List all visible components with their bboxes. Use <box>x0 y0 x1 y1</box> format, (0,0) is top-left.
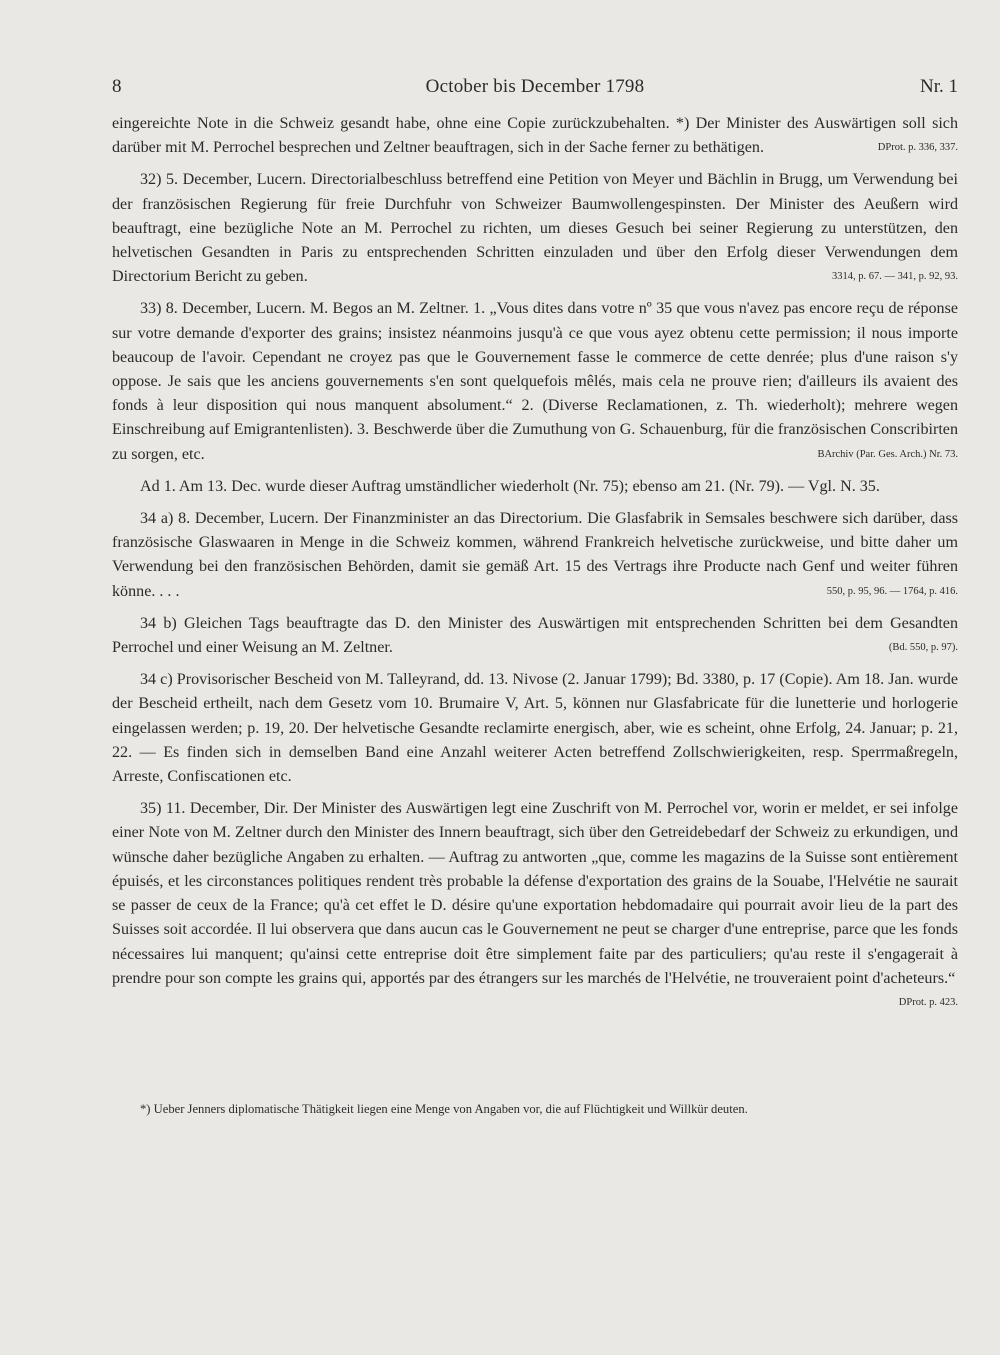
source-citation: (Bd. 550, p. 97). <box>888 642 958 654</box>
entry-paragraph <box>112 475 958 499</box>
source-citation: DProt. p. 336, 337. <box>877 142 958 154</box>
footnote: *) Ueber Jenners diplomatische Thätigkeit liegen eine Menge von Angaben vor, die auf Flüchtigkeit und Willkür deuten. <box>140 1102 748 1116</box>
source-citation: DProt. p. 423. <box>898 996 958 1008</box>
entry-paragraph <box>112 297 958 466</box>
entry-text: 32) 5. December, Lucern. Directorialbeschluss betreffend eine Petition von Meyer und Bächlin in Brugg, um Verwendung bei der französischen Regierung für freie Durchfuhr von Schweizer Baumwollengespinsten. Der Minister des Aeußern wird beauftragt, eine bezügliche Note an M. Perrochel zu richten, um dieses Gesuch bei seiner Regierung zu unterstützen, den helvetischen Gesandten in Paris zu entsprechenden Schritten einzuladen und über den Erfolg dieser Verwendungen dem Directorium Bericht zu geben. <box>112 171 958 286</box>
entry-35 <box>112 797 958 1015</box>
document-body <box>112 112 958 1023</box>
entry-paragraph <box>112 168 958 289</box>
entry-34c <box>112 668 958 789</box>
entry-33 <box>112 297 958 466</box>
entry-paragraph <box>112 612 958 660</box>
entry-text: 33) 8. December, Lucern. M. Begos an M. Zeltner. 1. „Vous dites dans votre nº 35 que vous n'avez pas encore reçu de réponse sur votre demande d'exporter des grains; insistez néanmoins jusqu'à ce que vous ayez obtenu cette permission; il nous importe beaucoup de l'avoir. Cependant ne croyez pas que le Gouvernement fasse le commerce de cette denrée; plus d'une raison s'y oppose. Je sais que les anciens gouvernements s'en sont quelquefois mêlés, mais cela ne prouve rien; d'ailleurs ils avaient des fonds à leur disposition qui nous manquent absolument.“ 2. (Diverse Reclamationen, z. Th. wiederholt); mehrere wegen Einschreibung auf Emigrantenlisten). 3. Beschwerde über die Zumuthung von G. Schauenburg, für die französischen Conscribirten zu sorgen, etc. <box>112 300 958 463</box>
issue-number: Nr. 1 <box>920 76 958 97</box>
entry-paragraph <box>112 112 958 160</box>
entry-text: Ad 1. Am 13. Dec. wurde dieser Auftrag umständlicher wiederholt (Nr. 75); ebenso am 21. (Nr. 79). — Vgl. N. 35. <box>140 477 880 495</box>
running-title: October bis December 1798 <box>425 76 645 97</box>
entry-paragraph <box>112 797 958 1008</box>
source-citation: 3314, p. 67. — 341, p. 92, 93. <box>832 271 958 283</box>
entry-continuation <box>112 112 958 160</box>
page-number: 8 <box>112 76 122 97</box>
entry-text: 35) 11. December, Dir. Der Minister des Auswärtigen legt eine Zuschrift von M. Perrochel vor, worin er meldet, er sei infolge einer Note von M. Zeltner durch den Minister des Innern beauftragt, sich über den Getreidebedarf der Schweiz zu erkundigen, und wünsche daher bezügliche Angaben zu erhalten. — Auftrag zu antworten „que, comme les magazins de la Suisse sont entièrement épuisés, et les circonstances politiques rendent très probable la défense d'exportation des grains de la Souabe, l'Helvétie ne saurait se passer de ceux de la France; qu'à cet effet le D. désire qu'une exportation hebdomadaire qui pourrait avoir lieu de la part des Suisses soit accordée. Il lui observera que dans aucun cas le Gouvernement ne peut se charger d'une entreprise, parce que les fonds nécessaires lui manquent; qu'ainsi cette entreprise doit être simplement faite par des particuliers; qu'au reste il s'engagerait à prendre pour son compte les grains qui, apportés par des étrangers sur les marchés de l'Helvétie, ne trouveraient point d'acheteurs.“ <box>112 800 958 987</box>
entry-33-ad1 <box>112 475 958 499</box>
page-header <box>112 76 958 104</box>
entry-paragraph <box>112 507 958 604</box>
entry-text: 34 b) Gleichen Tags beauftragte das D. den Minister des Auswärtigen mit entsprechenden Schritten bei dem Gesandten Perrochel und einer Weisung an M. Zeltner. <box>112 614 958 657</box>
entry-34a <box>112 507 958 604</box>
entry-32 <box>112 168 958 289</box>
entry-text: 34 c) Provisorischer Bescheid von M. Talleyrand, dd. 13. Nivose (2. Januar 1799); Bd. 3380, p. 17 (Copie). Am 18. Jan. wurde der Bescheid ertheilt, nach dem Gesetz vom 10. Brumaire V, Art. 5, können nur Glasfabricate für die lunetterie und horlogerie eingelassen werden; p. 19, 20. Der helvetische Gesandte reclamirte energisch, aber, wie es scheint, ohne Erfolg, 24. Januar; p. 21, 22. — Es finden sich in demselben Band eine Anzahl weiterer Acten betreffend Zollschwierigkeiten, resp. Sperrmaßregeln, Arreste, Confiscationen etc. <box>112 671 958 786</box>
source-citation: BArchiv (Par. Ges. Arch.) Nr. 73. <box>817 448 958 460</box>
source-citation: 550, p. 95, 96. — 1764, p. 416. <box>826 585 958 597</box>
entry-text: 34 a) 8. December, Lucern. Der Finanzminister an das Directorium. Die Glasfabrik in Semsales beschwere sich darüber, dass französische Glaswaaren in Menge in die Schweiz kommen, während Frankreich helvetische zurückweise, und bitte daher um Verwendung bei den französischen Behörden, damit sie gemäß Art. 15 des Vertrags ihre Producte nach Genf und weiter führen könne. . . . <box>112 510 958 600</box>
entry-paragraph <box>112 668 958 789</box>
entry-34b <box>112 612 958 660</box>
entry-text: eingereichte Note in die Schweiz gesandt habe, ohne eine Copie zurückzubehalten. *) Der Minister des Auswärtigen soll sich darüber mit M. Perrochel besprechen und Zeltner beauftragen, sich in der Sache ferner zu bethätigen. <box>112 115 958 157</box>
